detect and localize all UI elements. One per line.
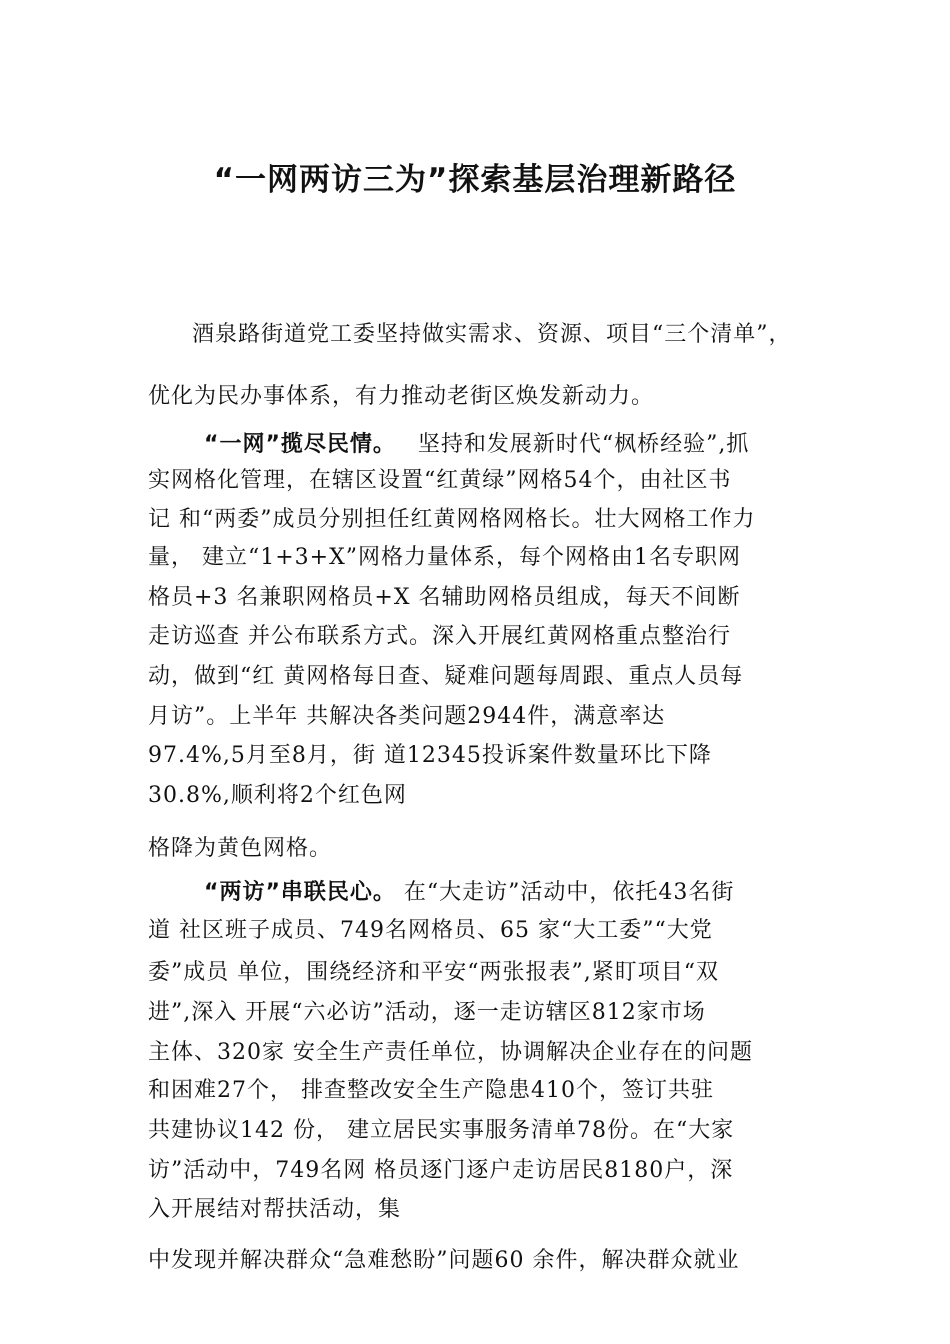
section2-line: 入开展结对帮扶活动，集	[148, 1197, 402, 1222]
section2-line: 访”活动中，749名网 格员逐门逐户走访居民8180户，深	[148, 1158, 734, 1183]
document-title: “一网两访三为”探索基层治理新路径	[213, 162, 737, 198]
section1-first-text: 坚持和发展新时代“枫桥经验”,抓	[417, 432, 750, 457]
section2-line: 共建协议142 份， 建立居民实事服务清单78份。在“大家	[148, 1118, 735, 1143]
section2-first-line	[204, 878, 734, 908]
section2-line: 主体、320家 安全生产责任单位，协调解决企业存在的问题	[148, 1040, 753, 1065]
intro-line-2: 优化为民办事体系，有力推动老街区焕发新动力。	[148, 384, 655, 409]
section1-line: 量， 建立“1+3+X”网格力量体系，每个网格由1名专职网	[148, 545, 742, 570]
section2-line: 和困难27个， 排查整改安全生产隐患410个，签订共驻	[148, 1078, 714, 1103]
section1-line: 月访”。上半年 共解决各类问题2944件，满意率达	[148, 704, 666, 729]
section1-first-line	[204, 430, 749, 460]
section1-line: 30.8%,顺利将2个红色网	[148, 783, 407, 808]
section2-first-text: 在“大走访”活动中，依托43名街	[403, 880, 735, 905]
section2-line: 中发现并解决群众“急难愁盼”问题60 余件，解决群众就业	[148, 1248, 740, 1273]
section1-line: 走访巡查 并公布联系方式。深入开展红黄网格重点整治行	[148, 624, 731, 649]
intro-line-1: 酒泉路街道党工委坚持做实需求、资源、项目“三个清单”，	[192, 322, 792, 347]
section1-line: 格降为黄色网格。	[148, 836, 333, 861]
section1-line: 实网格化管理，在辖区设置“红黄绿”网格54个，由社区书	[148, 468, 732, 493]
section1-line: 记 和“两委”成员分别担任红黄网格网格长。壮大网格工作力	[148, 507, 756, 532]
section1-line: 动，做到“红 黄网格每日查、疑难问题每周跟、重点人员每	[148, 664, 744, 689]
section2-line: 道 社区班子成员、749名网格员、65 家“大工委”“大党	[148, 918, 713, 943]
section2-line: 进”,深入 开展“六必访”活动，逐一走访辖区812家市场	[148, 1000, 706, 1025]
section2-heading: “两访”串联民心。	[204, 880, 396, 905]
section1-heading: “一网”揽尽民情。	[204, 432, 396, 457]
section1-line: 格员+3 名兼职网格员+X 名辅助网格员组成，每天不间断	[148, 585, 741, 610]
section2-line: 委”成员 单位，围绕经济和平安“两张报表”,紧盯项目“双	[148, 960, 719, 985]
section1-line: 97.4%,5月至8月，街 道12345投诉案件数量环比下降	[148, 743, 712, 768]
